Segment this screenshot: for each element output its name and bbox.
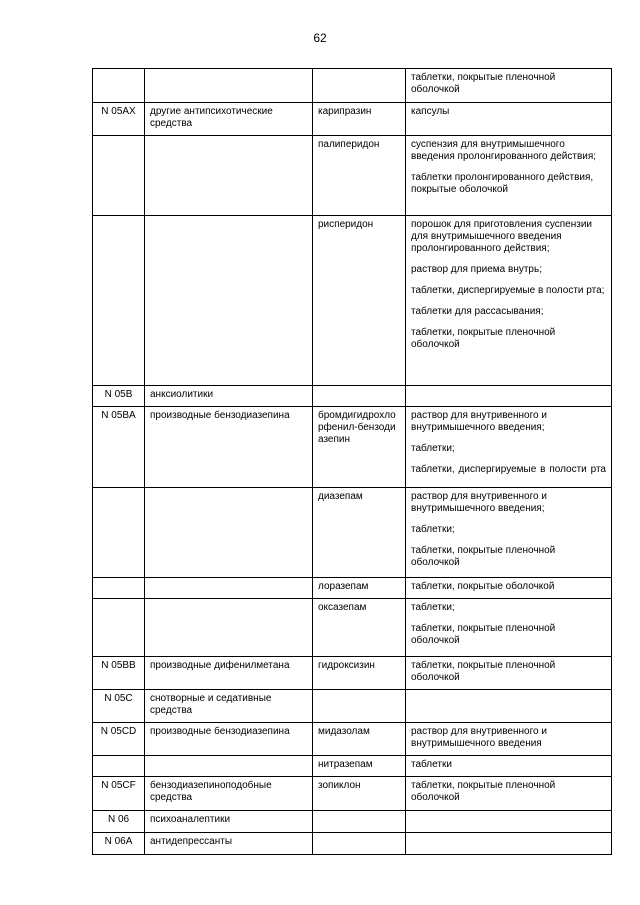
table-row bbox=[93, 811, 612, 833]
dosage-forms-cell bbox=[406, 386, 612, 407]
dosage-forms-cell bbox=[406, 407, 612, 488]
dosage-forms-cell bbox=[406, 723, 612, 756]
dosage-forms-cell bbox=[406, 136, 612, 216]
atc-code-cell bbox=[93, 216, 145, 386]
group-name-cell bbox=[145, 69, 313, 103]
atc-code-cell bbox=[93, 599, 145, 657]
group-name-cell: производные бензодиазепина bbox=[145, 723, 313, 756]
dosage-forms-cell bbox=[406, 69, 612, 103]
table-row bbox=[93, 723, 612, 756]
table-row bbox=[93, 833, 612, 855]
dosage-form: таблетки, покрытые пленочной оболочкой bbox=[411, 327, 556, 350]
dosage-form: таблетки; bbox=[411, 524, 455, 535]
drug-name-cell: гидроксизин bbox=[313, 657, 406, 690]
group-name-cell bbox=[145, 599, 313, 657]
table-row bbox=[93, 69, 612, 103]
group-name-cell: производные бензодиазепина bbox=[145, 407, 313, 488]
group-name-cell bbox=[145, 216, 313, 386]
drug-name-cell bbox=[313, 386, 406, 407]
dosage-form: таблетки для рассасывания; bbox=[411, 306, 544, 317]
drug-name-cell: зопиклон bbox=[313, 777, 406, 811]
group-name-cell bbox=[145, 136, 313, 216]
drug-name-cell bbox=[313, 690, 406, 723]
dosage-form: таблетки пролонгированного действия, покрытые оболочкой bbox=[411, 172, 594, 195]
dosage-form: раствор для внутривенного и внутримышечного введения bbox=[411, 726, 547, 749]
dosage-forms-cell bbox=[406, 216, 612, 386]
dosage-form: таблетки, покрытые пленочной оболочкой bbox=[411, 660, 556, 683]
atc-code-cell: N 05CF bbox=[93, 777, 145, 811]
drug-name-cell: лоразепам bbox=[313, 578, 406, 599]
atc-code-cell: N 05CD bbox=[93, 723, 145, 756]
dosage-forms-cell bbox=[406, 599, 612, 657]
drug-name-cell: диазепам bbox=[313, 488, 406, 578]
dosage-form: раствор для внутривенного и внутримышечного введения; bbox=[411, 491, 547, 514]
drug-name-cell bbox=[313, 811, 406, 833]
table-row bbox=[93, 777, 612, 811]
table-row bbox=[93, 136, 612, 216]
drug-name-cell bbox=[313, 69, 406, 103]
dosage-form: таблетки bbox=[411, 759, 452, 770]
table-row bbox=[93, 103, 612, 136]
table-row bbox=[93, 216, 612, 386]
atc-code-cell: N 06A bbox=[93, 833, 145, 855]
dosage-forms-cell bbox=[406, 756, 612, 777]
group-name-cell: антидепрессанты bbox=[145, 833, 313, 855]
group-name-cell: анксиолитики bbox=[145, 386, 313, 407]
dosage-form: таблетки; bbox=[411, 443, 455, 454]
atc-code-cell bbox=[93, 578, 145, 599]
dosage-form: таблетки, покрытые пленочной оболочкой bbox=[411, 72, 556, 95]
atc-code-cell bbox=[93, 69, 145, 103]
group-name-cell bbox=[145, 578, 313, 599]
atc-code-cell: N 05C bbox=[93, 690, 145, 723]
drug-name-cell: мидазолам bbox=[313, 723, 406, 756]
table-row bbox=[93, 657, 612, 690]
table-row bbox=[93, 578, 612, 599]
dosage-form: таблетки, диспергируемые в полости рта bbox=[411, 464, 606, 475]
dosage-forms-cell bbox=[406, 657, 612, 690]
atc-code-cell bbox=[93, 756, 145, 777]
atc-code-cell: N 05BB bbox=[93, 657, 145, 690]
group-name-cell: бензодиазепиноподобные средства bbox=[145, 777, 313, 811]
group-name-cell: производные дифенилметана bbox=[145, 657, 313, 690]
group-name-cell bbox=[145, 488, 313, 578]
atc-code-cell: N 05B bbox=[93, 386, 145, 407]
table-row bbox=[93, 690, 612, 723]
atc-code-cell bbox=[93, 488, 145, 578]
drug-table bbox=[92, 68, 612, 855]
atc-code-cell: N 06 bbox=[93, 811, 145, 833]
group-name-cell: психоаналептики bbox=[145, 811, 313, 833]
group-name-cell: другие антипсихотические средства bbox=[145, 103, 313, 136]
drug-name-cell: карипразин bbox=[313, 103, 406, 136]
group-name-cell bbox=[145, 756, 313, 777]
dosage-form: суспензия для внутримышечного введения пролонгированного действия; bbox=[411, 139, 597, 162]
dosage-forms-cell bbox=[406, 578, 612, 599]
atc-code-cell bbox=[93, 136, 145, 216]
dosage-forms-cell bbox=[406, 833, 612, 855]
dosage-forms-cell bbox=[406, 690, 612, 723]
page-number: 62 bbox=[313, 31, 327, 45]
dosage-form: таблетки, диспергируемые в полости рта; bbox=[411, 285, 605, 296]
drug-name-cell: нитразепам bbox=[313, 756, 406, 777]
drug-name-cell: бромдигидрохлорфенил-бензодиазепин bbox=[313, 407, 406, 488]
dosage-form: таблетки, покрытые пленочной оболочкой bbox=[411, 780, 556, 803]
dosage-form: раствор для приема внутрь; bbox=[411, 264, 542, 275]
dosage-form: раствор для внутривенного и внутримышечного введения; bbox=[411, 410, 547, 433]
dosage-form: таблетки; bbox=[411, 602, 455, 613]
dosage-forms-cell bbox=[406, 103, 612, 136]
dosage-forms-cell bbox=[406, 777, 612, 811]
drug-name-cell: рисперидон bbox=[313, 216, 406, 386]
atc-code-cell: N 05BA bbox=[93, 407, 145, 488]
group-name-cell: снотворные и седативные средства bbox=[145, 690, 313, 723]
dosage-form: порошок для приготовления суспензии для внутримышечного введения пролонгированного действия; bbox=[411, 219, 592, 254]
table-row bbox=[93, 488, 612, 578]
atc-code-cell: N 05AX bbox=[93, 103, 145, 136]
dosage-form: таблетки, покрытые оболочкой bbox=[411, 581, 555, 592]
dosage-form: таблетки, покрытые пленочной оболочкой bbox=[411, 623, 556, 646]
table-row bbox=[93, 386, 612, 407]
drug-name-cell bbox=[313, 833, 406, 855]
table-row bbox=[93, 407, 612, 488]
drug-name-cell: палиперидон bbox=[313, 136, 406, 216]
drug-name-cell: оксазепам bbox=[313, 599, 406, 657]
dosage-forms-cell bbox=[406, 488, 612, 578]
dosage-form: капсулы bbox=[411, 106, 450, 117]
dosage-form: таблетки, покрытые пленочной оболочкой bbox=[411, 545, 556, 568]
table-row bbox=[93, 756, 612, 777]
table-row bbox=[93, 599, 612, 657]
dosage-forms-cell bbox=[406, 811, 612, 833]
